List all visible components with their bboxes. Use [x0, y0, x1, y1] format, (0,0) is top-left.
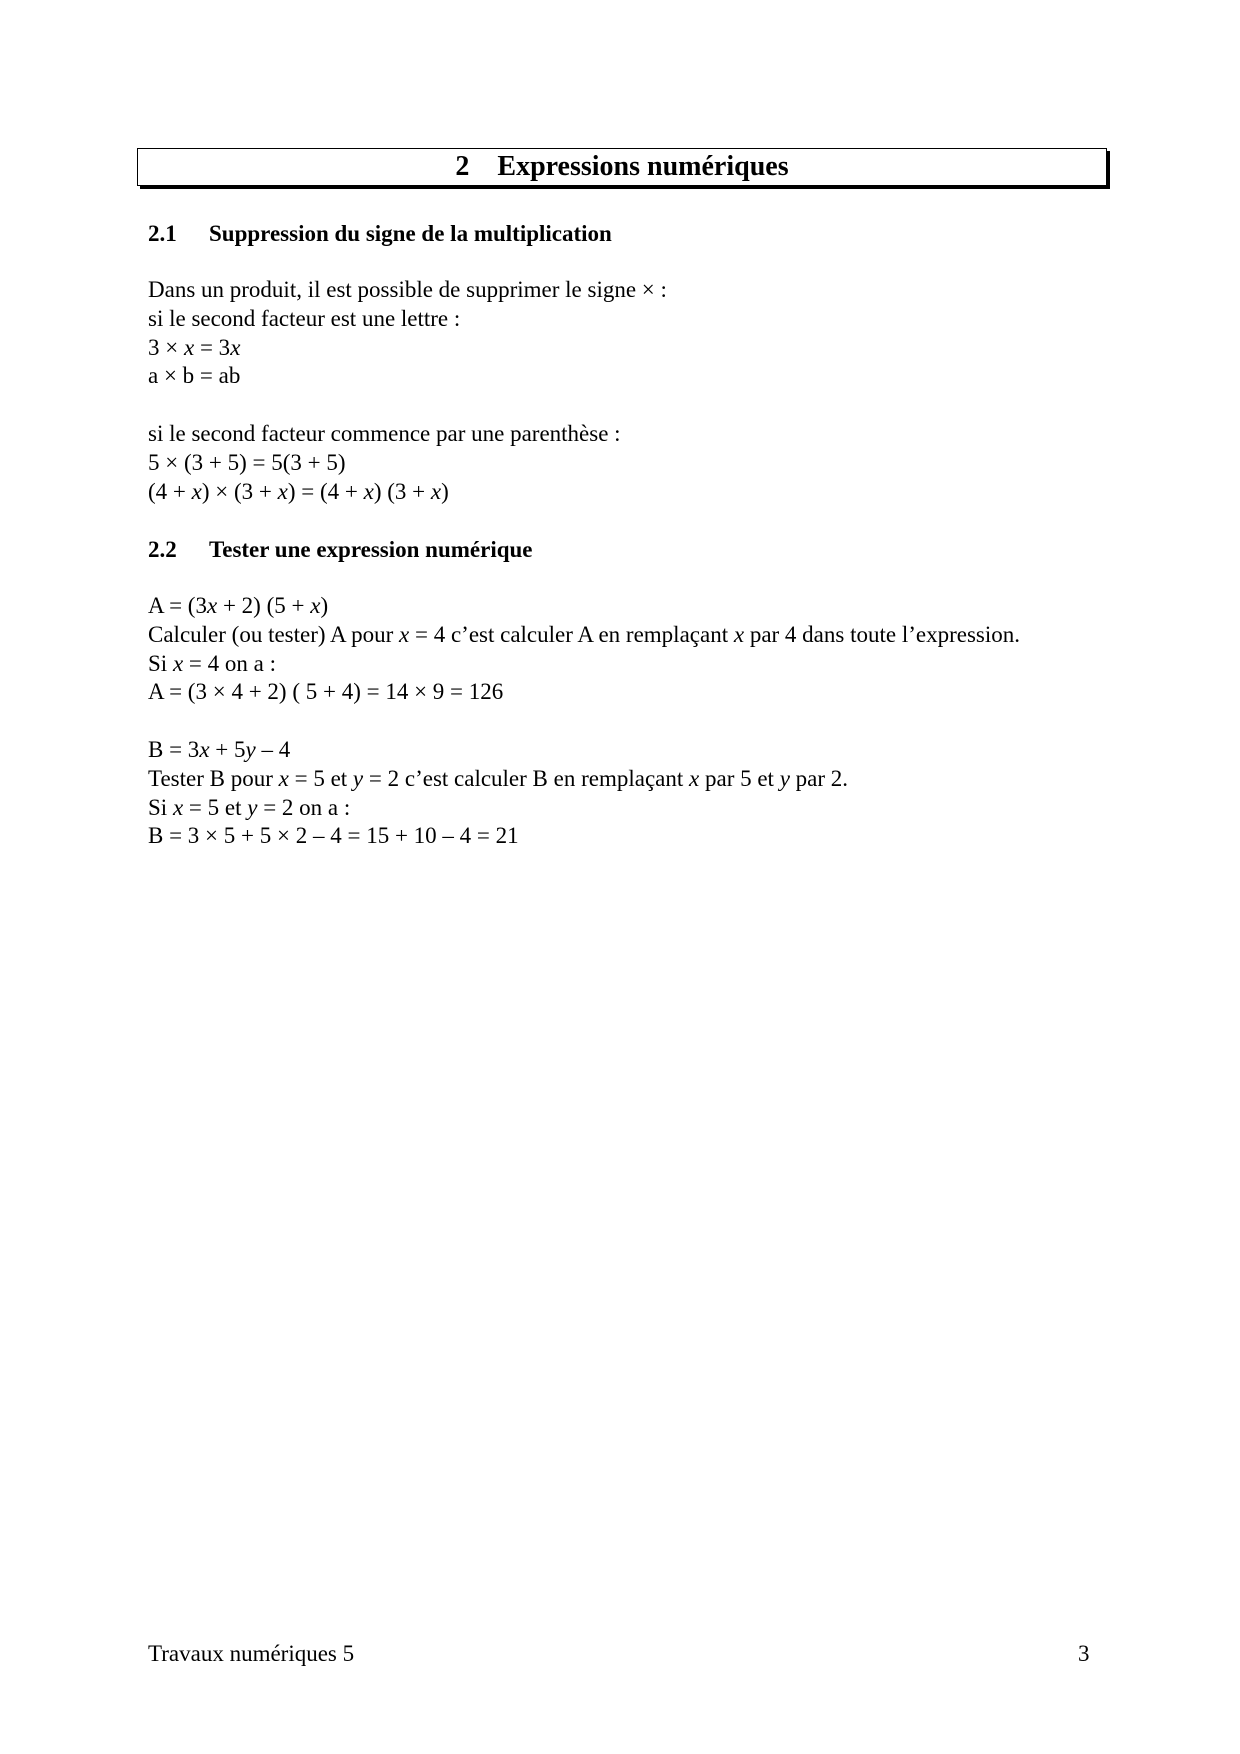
- section-number: 2.1: [148, 221, 177, 246]
- page-number: 3: [1078, 1641, 1090, 1666]
- chapter-number: 2: [455, 151, 470, 182]
- section-2-2-body: [148, 592, 1068, 851]
- text-line: Si x = 4 on a :: [148, 650, 276, 676]
- footer-title: Travaux numériques 5: [148, 1641, 355, 1666]
- blank-line: [148, 391, 1068, 420]
- section-title: Suppression du signe de la multiplication: [209, 221, 612, 246]
- chapter-title-box: [137, 148, 1107, 186]
- section-2-1-body: [148, 276, 1068, 506]
- text-line: Dans un produit, il est possible de supprimer le signe × :: [148, 277, 667, 302]
- section-number: 2.2: [148, 537, 177, 562]
- text-line: si le second facteur est une lettre :: [148, 305, 461, 331]
- formula-line: A = (3x + 2) (5 + x): [148, 593, 329, 618]
- formula-line: B = 3x + 5y – 4: [148, 736, 291, 762]
- blank-line: [148, 707, 1068, 736]
- section-title: Tester une expression numérique: [209, 537, 533, 562]
- formula-line: A = (3 × 4 + 2) ( 5 + 4) = 14 × 9 = 126: [148, 679, 504, 705]
- text-line: si le second facteur commence par une parenthèse :: [148, 420, 621, 446]
- formula-line: (4 + x) × (3 + x) = (4 + x) (3 + x): [148, 478, 449, 504]
- formula-line: 3 × x = 3x: [148, 334, 241, 360]
- text-line: Tester B pour x = 5 et y = 2 c’est calculer B en remplaçant x par 5 et y par 2.: [148, 765, 849, 791]
- chapter-title: Expressions numériques: [497, 151, 789, 182]
- section-heading-2-1: [148, 220, 612, 248]
- text-line: Calculer (ou tester) A pour x = 4 c’est calculer A en remplaçant x par 4 dans toute l’expression.: [148, 621, 1020, 647]
- formula-line: B = 3 × 5 + 5 × 2 – 4 = 15 + 10 – 4 = 21: [148, 823, 519, 849]
- section-heading-2-2: [148, 536, 533, 564]
- text-line: Si x = 5 et y = 2 on a :: [148, 794, 351, 820]
- formula-line: 5 × (3 + 5) = 5(3 + 5): [148, 449, 346, 475]
- formula-line: a × b = ab: [148, 363, 241, 389]
